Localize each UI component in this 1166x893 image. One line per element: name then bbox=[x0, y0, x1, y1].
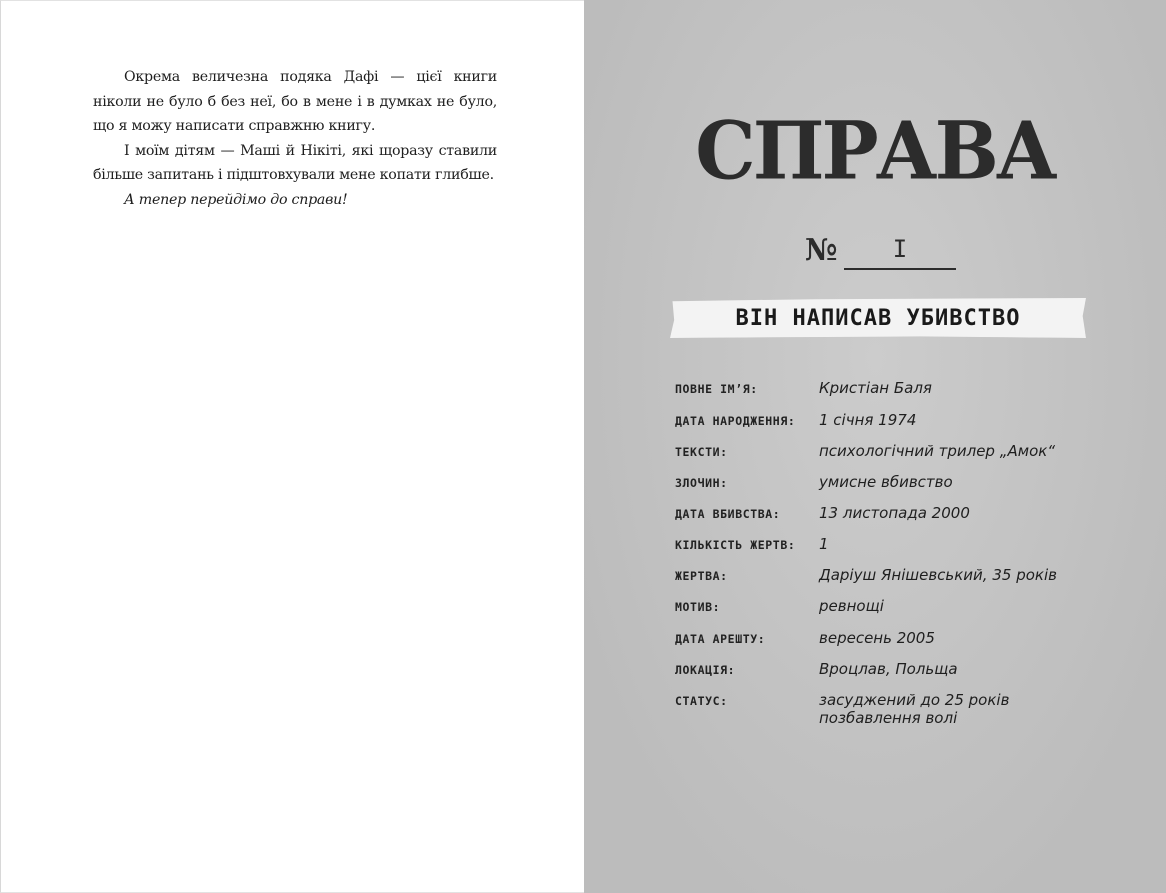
field-value-birth-date: 1 січня 1974 bbox=[819, 411, 917, 429]
field-label-victim-count: КІЛЬКІСТЬ ЖЕРТВ: bbox=[675, 538, 796, 552]
paragraph-1: Окрема величезна подяка Дафі — цієї книги ніколи не було б без неї, бо в мене і в думках не було, що я можу написати справжню книгу. bbox=[93, 69, 497, 135]
field-label-full-name: ПОВНЕ ІМ’Я: bbox=[675, 382, 758, 396]
case-title-heading: СПРАВА bbox=[695, 103, 1055, 198]
field-label-murder-date: ДАТА ВБИВСТВА: bbox=[675, 507, 781, 521]
paragraph-2: І моїм дітям — Маші й Нікіті, які щоразу ставили більше запитань і підштовхували мене копати глибше. bbox=[93, 142, 497, 184]
field-label-motive: МОТИВ: bbox=[675, 600, 721, 614]
paragraph-3: А тепер перейдімо до справи! bbox=[124, 191, 348, 208]
field-label-crime: ЗЛОЧИН: bbox=[675, 476, 728, 490]
field-value-motive: ревнощі bbox=[819, 597, 884, 615]
field-value-status: засуджений до 25 років позбавлення волі bbox=[819, 691, 1010, 727]
field-value-murder-date: 13 листопада 2000 bbox=[819, 504, 970, 522]
case-number: I bbox=[892, 235, 908, 263]
case-subtitle: ВІН НАПИСАВ УБИВСТВО bbox=[735, 306, 1021, 331]
field-value-crime: умисне вбивство bbox=[819, 473, 953, 491]
acknowledgements-text bbox=[93, 65, 497, 213]
field-label-birth-date: ДАТА НАРОДЖЕННЯ: bbox=[675, 414, 796, 428]
field-label-location: ЛОКАЦІЯ: bbox=[675, 663, 736, 677]
number-sign: № bbox=[805, 233, 838, 268]
field-value-victim-count: 1 bbox=[819, 535, 829, 553]
number-underline bbox=[844, 268, 956, 270]
field-label-arrest-date: ДАТА АРЕШТУ: bbox=[675, 632, 766, 646]
field-value-arrest-date: вересень 2005 bbox=[819, 629, 935, 647]
field-label-texts: ТЕКСТИ: bbox=[675, 445, 728, 459]
right-page bbox=[584, 0, 1166, 893]
field-value-location: Вроцлав, Польща bbox=[819, 660, 958, 678]
field-label-victim: ЖЕРТВА: bbox=[675, 569, 728, 583]
field-value-full-name: Кристіан Баля bbox=[819, 379, 932, 397]
field-label-status: СТАТУС: bbox=[675, 694, 728, 708]
field-value-texts: психологічний трилер „Амок“ bbox=[819, 442, 1056, 460]
field-value-victim: Даріуш Янішевський, 35 років bbox=[819, 566, 1057, 584]
